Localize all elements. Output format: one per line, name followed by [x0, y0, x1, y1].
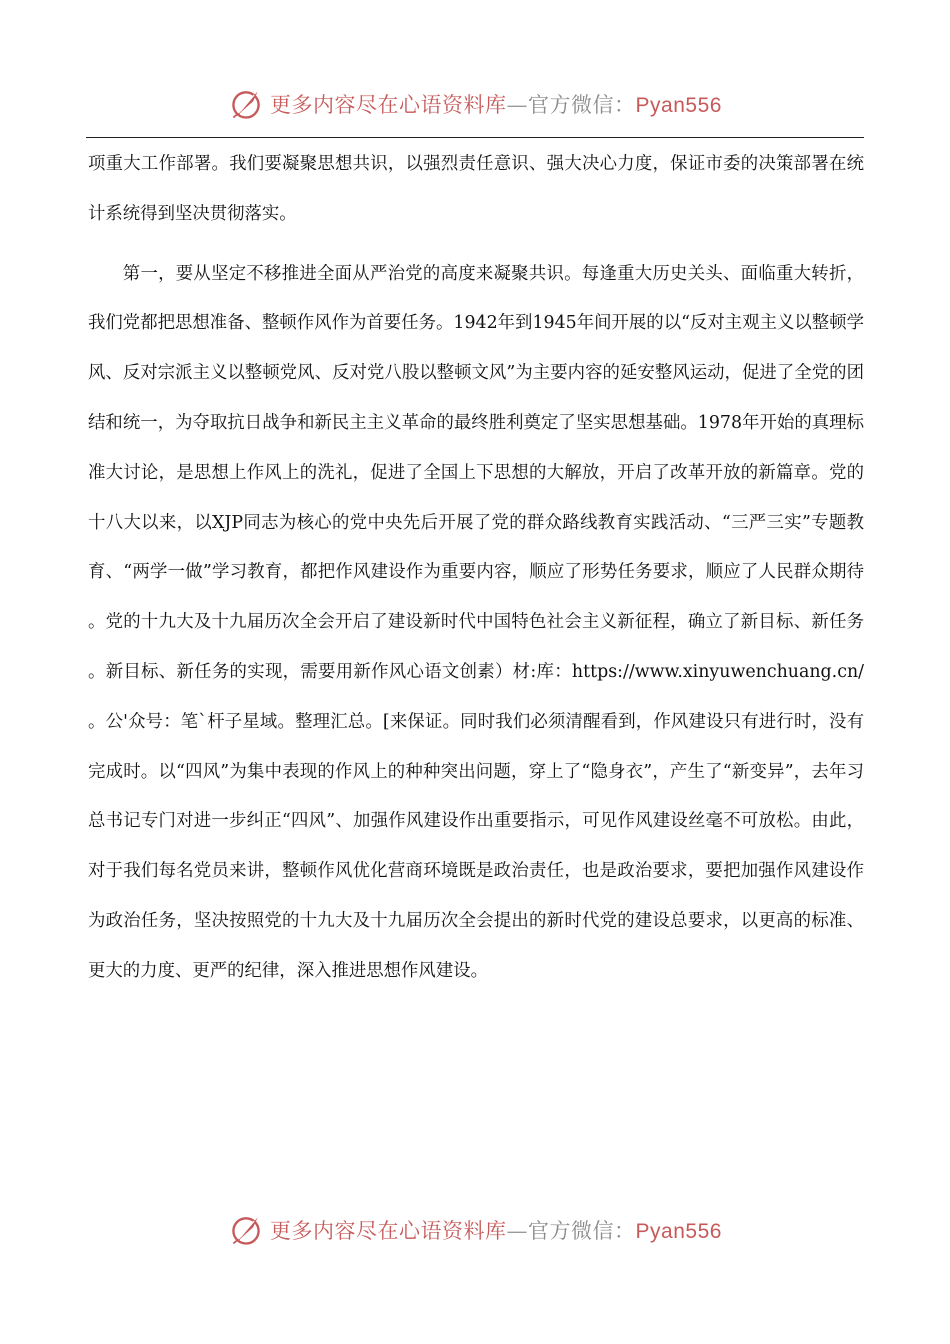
footer-banner-main: 更多内容尽在心语资料库 [270, 1219, 507, 1243]
header-banner-main: 更多内容尽在心语资料库 [270, 93, 507, 117]
header-banner [0, 82, 950, 126]
header-divider [86, 137, 864, 138]
quill-pen-logo-icon [228, 1212, 264, 1248]
header-banner-separator: — [506, 93, 529, 117]
header-banner-label: 官方微信： [528, 93, 636, 117]
header-banner-text [270, 89, 722, 119]
paragraph-first-point: 第一，要从坚定不移推进全面从严治党的高度来凝聚共识。每逢重大历史关头、面临重大转折，我们党都把思想准备、整顿作风作为首要任务。1942年到1945年间开展的以“反对主观主义以整顿学风、反对宗派主义以整顿党风、反对党八股以整顿文风”为主要内容的延安整风运动，促进了全党的团结和统一，为夺取抗日战争和新民主主义革命的最终胜利奠定了坚实思想基础。1978年开始的真理标准大讨论，是思想上作风上的洗礼，促进了全国上下思想的大解放，开启了改革开放的新篇章。党的十八大以来，以XJP同志为核心的党中央先后开展了党的群众路线教育实践活动、“三严三实”专题教育、“两学一做”学习教育，都把作风建设作为重要内容，顺应了形势任务要求，顺应了人民群众期待。党的十九大及十九届历次全会开启了建设新时代中国特色社会主义新征程，确立了新目标、新任务。新目标、新任务的实现，需要用新作风心语文创素）材:库：https://www.xinyuwenchuang.cn/。公'众号：笔`杆子星域。整理汇总。[来保证。同时我们必须清醒看到，作风建设只有进行时，没有完成时。以“四风”为集中表现的作风上的种种突出问题，穿上了“隐身衣”，产生了“新变异”，去年习总书记专门对进一步纠正“四风”、加强作风建设作出重要指示，可见作风建设丝毫不可放松。由此，对于我们每名党员来讲，整顿作风优化营商环境既是政治责任，也是政治要求，要把加强作风建设作为政治任务，坚决按照党的十九大及十九届历次全会提出的新时代党的建设总要求，以更高的标准、更大的力度、更严的纪律，深入推进思想作风建设。 [88, 263, 864, 981]
paragraph-continuation: 项重大工作部署。我们要凝聚思想共识，以强烈责任意识、强大决心力度，保证市委的决策部署在统计系统得到坚决贯彻落实。 [88, 154, 864, 224]
quill-pen-logo-icon [228, 86, 264, 122]
footer-banner-wechat: Pyan556 [635, 1220, 722, 1243]
footer-banner [0, 1208, 950, 1252]
footer-banner-separator: — [506, 1219, 529, 1243]
document-body [88, 140, 864, 997]
footer-banner-text [270, 1215, 722, 1245]
footer-banner-label: 官方微信： [528, 1219, 636, 1243]
header-banner-wechat: Pyan556 [635, 94, 722, 117]
